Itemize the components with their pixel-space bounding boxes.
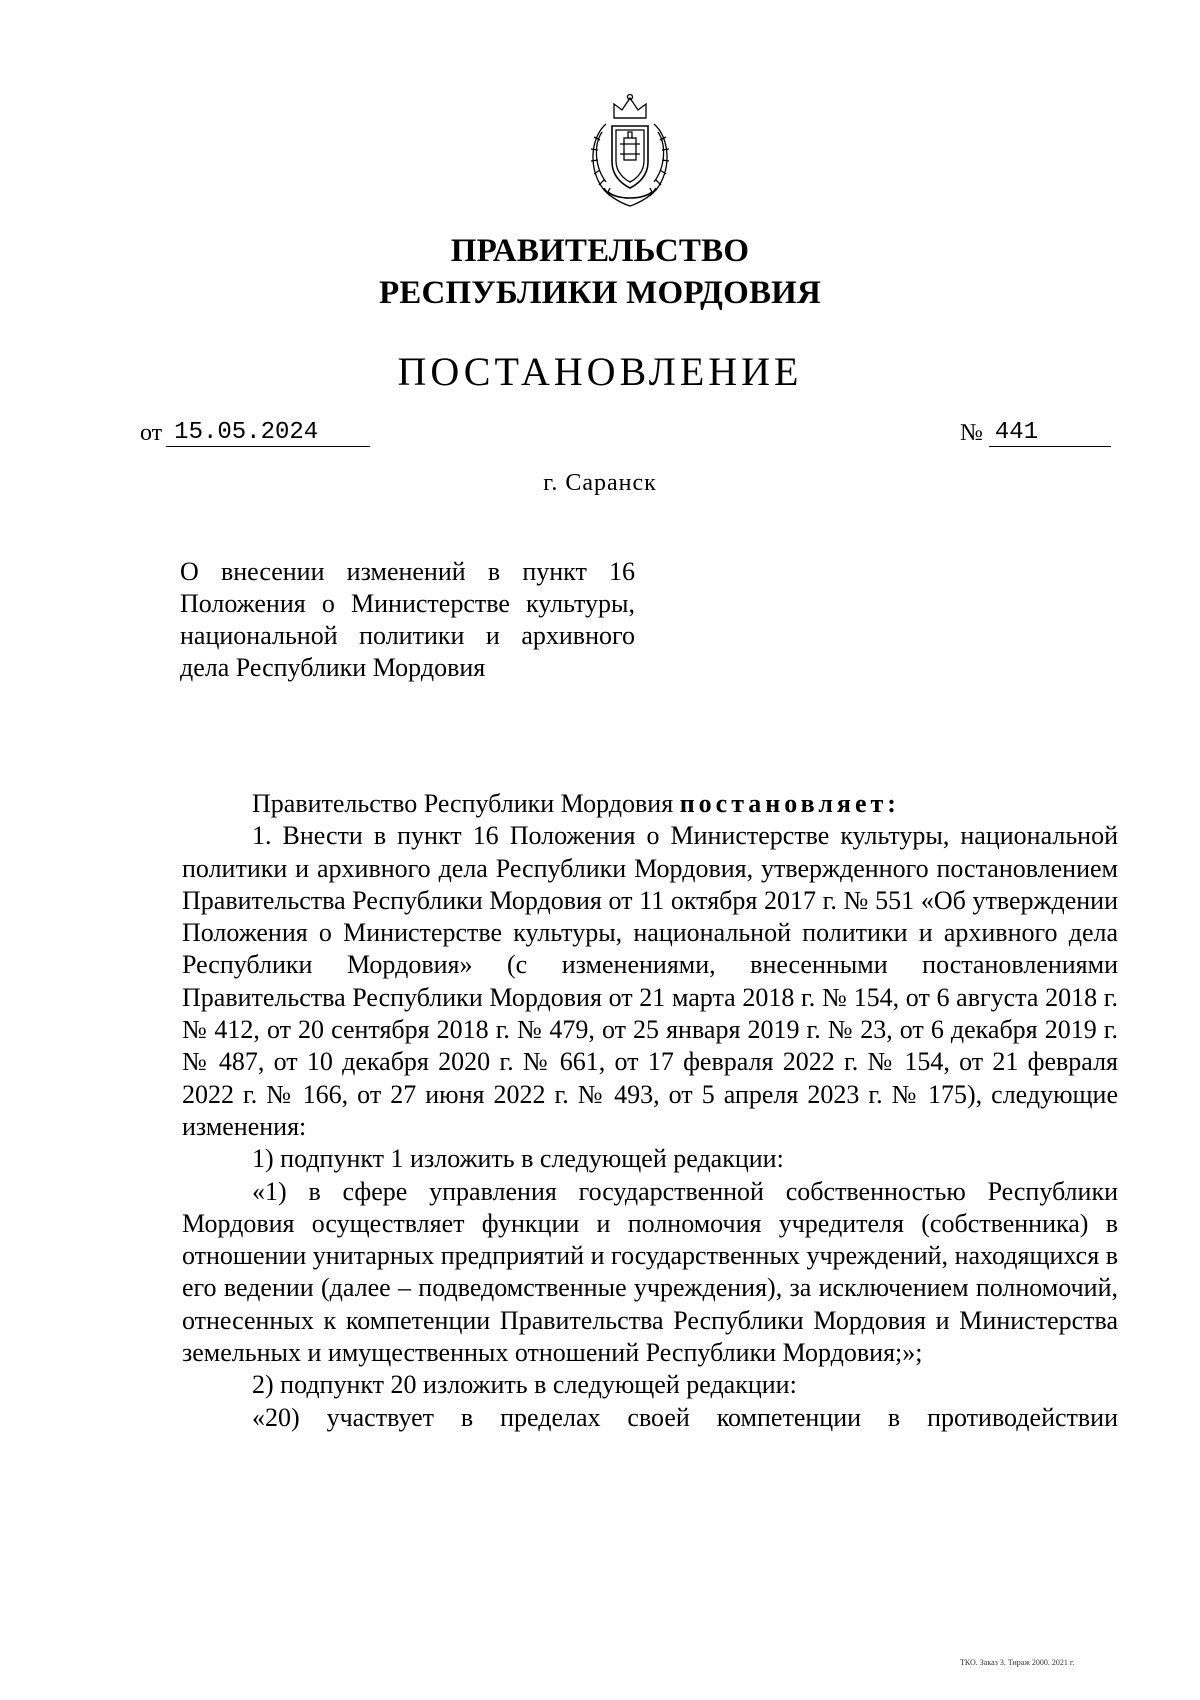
coat-of-arms-emblem <box>584 92 676 210</box>
subitem-2-intro: 2) подпункт 20 изложить в следующей редакции: <box>252 1370 797 1400</box>
subitem-1-text: «1) в сфере управления государственной собственностью Республики Мордовия осуществляет функции и полномочия учредителя (собственника) в отношении унитарных предприятий и государственных учреждений, находящихся в его ведении (далее – подведомственные учреждения), за исключением полномочий, отнесенных к компетенции Правительства Республики Мордовия и Министерства земельных и имущественных отношений Республики Мордовия;»; <box>182 1176 1118 1368</box>
item-1: 1. Внести в пункт 16 Положения о Министерстве культуры, национальной политики и архивного дела Республики Мордовия, утвержденного постановлением Правительства Республики Мордовия от 11 октября 2017 г. № 551 «Об утверждении Положения о Министерстве культуры, национальной политики и архивного дела Республики Мордовия» (с изменениями, внесенными постановлениями Правительства Республики Мордовия от 21 марта 2018 г. № 154, от 6 августа 2018 г. № 412, от 20 сентября 2018 г. № 479, от 25 января 2019 г. № 23, от 6 декабря 2019 г. № 487, от 10 декабря 2020 г. № 661, от 17 февраля 2022 г. № 154, от 21 февраля 2022 г. № 166, от 27 июня 2022 г. № 493, от 5 апреля 2023 г. № 175), следующие изменения: <box>182 821 1118 1141</box>
issuing-authority <box>0 230 1200 314</box>
document-type-title: ПОСТАНОВЛЕНИЕ <box>397 349 803 394</box>
subitem-1-intro: 1) подпункт 1 изложить в следующей редакции: <box>252 1144 784 1174</box>
preamble-resolves: постановляет: <box>679 789 900 818</box>
print-note: ТКО. Заказ 3. Тираж 2000. 2021 г. <box>960 1658 1075 1667</box>
document-body <box>182 788 1118 1434</box>
document-date: 15.05.2024 <box>166 420 370 447</box>
number-line <box>960 420 1111 447</box>
document-subject: О внесении изменений в пункт 16 Положения о Министерстве культуры, национальной политики и архивного дела Республики Мордовия <box>180 557 635 682</box>
preamble-text: Правительство Республики Мордовия <box>252 789 680 818</box>
number-prefix: № <box>960 420 983 446</box>
date-prefix: от <box>140 420 163 446</box>
subitem-2-text: «20) участвует в пределах своей компетенции в противодействии <box>252 1402 1118 1432</box>
authority-line-1: ПРАВИТЕЛЬСТВО <box>450 233 750 269</box>
document-number: 441 <box>989 420 1111 447</box>
preamble <box>182 788 1118 820</box>
date-line <box>140 420 370 447</box>
authority-line-2: РЕСПУБЛИКИ МОРДОВИЯ <box>378 275 822 311</box>
city: г. Саранск <box>543 470 657 496</box>
